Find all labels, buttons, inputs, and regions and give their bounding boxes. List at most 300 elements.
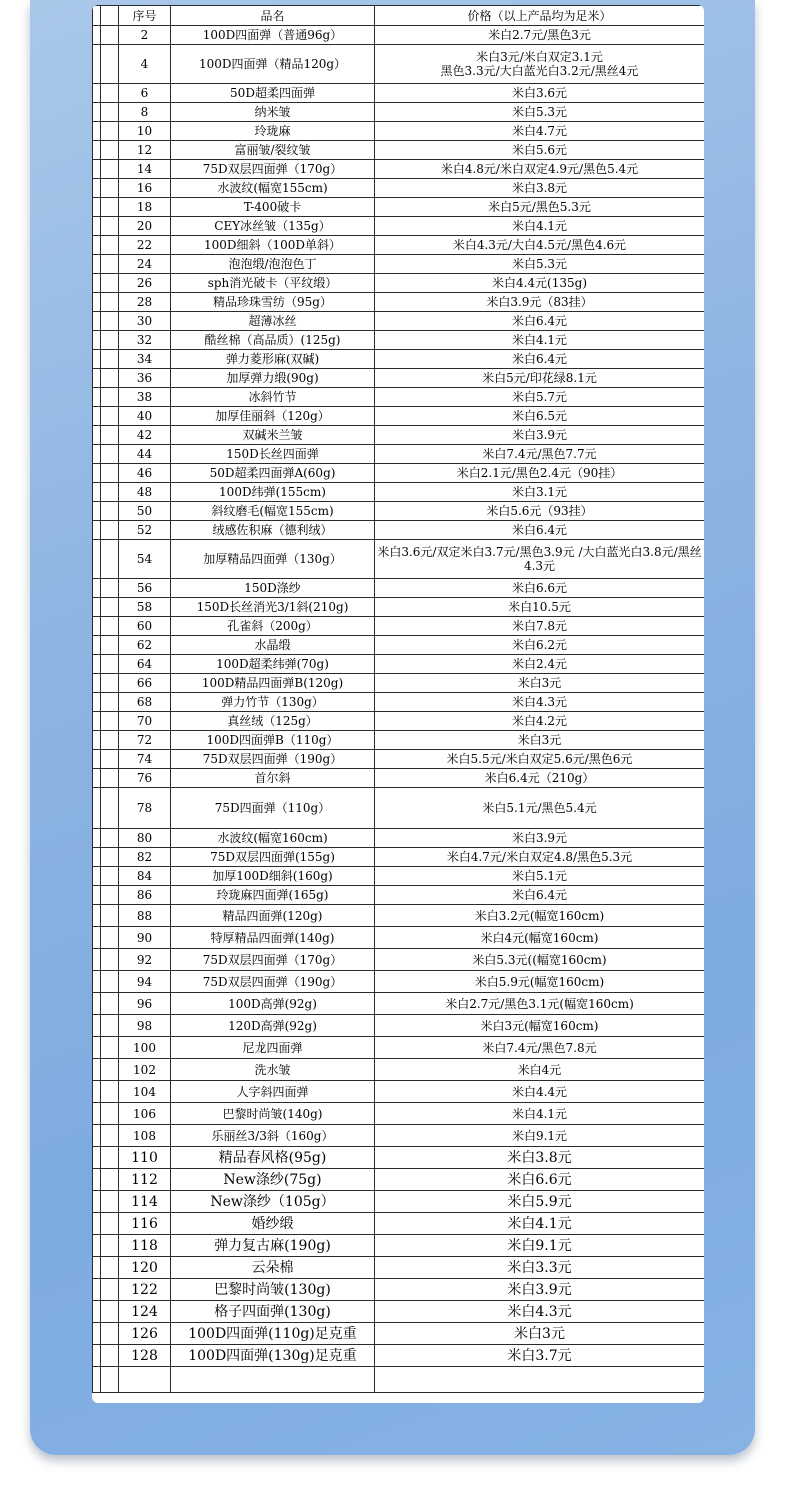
product-price: 米白3.9元（83挂） <box>375 293 705 312</box>
product-price: 米白5.6元（93挂） <box>375 502 705 521</box>
row-index: 50 <box>119 502 171 521</box>
product-name: 精品珍珠雪纺（95g） <box>171 293 375 312</box>
table-row <box>93 971 705 993</box>
product-name: 巴黎时尚皱(130g) <box>171 1279 375 1301</box>
table-header-row <box>93 6 705 26</box>
table-row <box>93 993 705 1015</box>
header-price: 价格（以上产品均为足米） <box>375 6 705 26</box>
table-row <box>93 788 705 829</box>
table-row <box>93 1301 705 1323</box>
side-cell <box>93 731 101 750</box>
row-index: 100 <box>119 1037 171 1059</box>
product-price: 米白9.1元 <box>375 1125 705 1147</box>
empty-cell <box>101 1367 119 1393</box>
side-cell <box>93 312 101 331</box>
side-cell <box>93 426 101 445</box>
product-price: 米白6.4元 <box>375 350 705 369</box>
product-price: 米白3.1元 <box>375 483 705 502</box>
side-cell <box>93 141 101 160</box>
row-index: 40 <box>119 407 171 426</box>
table-row <box>93 750 705 769</box>
product-price: 米白2.1元/黑色2.4元（90挂） <box>375 464 705 483</box>
side-cell <box>93 769 101 788</box>
table-row <box>93 693 705 712</box>
table-row <box>93 949 705 971</box>
product-name: T-400破卡 <box>171 198 375 217</box>
product-price: 米白4.1元 <box>375 331 705 350</box>
side-cell <box>101 255 119 274</box>
row-index: 126 <box>119 1323 171 1345</box>
product-name: 玲珑麻 <box>171 122 375 141</box>
table-row <box>93 141 705 160</box>
side-cell <box>101 848 119 867</box>
product-name: 弹力竹节（130g） <box>171 693 375 712</box>
row-index: 94 <box>119 971 171 993</box>
table-row <box>93 598 705 617</box>
row-index: 54 <box>119 540 171 579</box>
side-cell <box>93 636 101 655</box>
side-cell <box>101 1279 119 1301</box>
table-row <box>93 848 705 867</box>
side-cell <box>93 217 101 236</box>
row-index: 10 <box>119 122 171 141</box>
row-index: 60 <box>119 617 171 636</box>
side-cell <box>93 617 101 636</box>
table-row <box>93 331 705 350</box>
side-cell <box>101 407 119 426</box>
product-price: 米白4.1元 <box>375 217 705 236</box>
product-price: 米白4.7元/米白双定4.8/黑色5.3元 <box>375 848 705 867</box>
row-index: 32 <box>119 331 171 350</box>
row-index: 56 <box>119 579 171 598</box>
row-index: 42 <box>119 426 171 445</box>
side-cell <box>93 655 101 674</box>
side-cell <box>101 236 119 255</box>
product-name: 格子四面弹(130g) <box>171 1301 375 1323</box>
side-cell <box>101 445 119 464</box>
product-price: 米白4元 <box>375 1059 705 1081</box>
product-price: 米白3.8元 <box>375 1147 705 1169</box>
side-cell <box>93 502 101 521</box>
product-price: 米白4元(幅宽160cm) <box>375 927 705 949</box>
table-row <box>93 927 705 949</box>
side-cell <box>101 1059 119 1081</box>
row-index: 58 <box>119 598 171 617</box>
product-price: 米白5元/黑色5.3元 <box>375 198 705 217</box>
row-index: 118 <box>119 1235 171 1257</box>
product-name: 首尔斜 <box>171 769 375 788</box>
row-index: 80 <box>119 829 171 848</box>
product-price: 米白6.5元 <box>375 407 705 426</box>
table-row <box>93 521 705 540</box>
table-row <box>93 1169 705 1191</box>
side-cell <box>93 1125 101 1147</box>
side-cell <box>101 198 119 217</box>
table-row <box>93 198 705 217</box>
table-row <box>93 1345 705 1367</box>
side-cell <box>101 45 119 84</box>
product-name: 特厚精品四面弹(140g) <box>171 927 375 949</box>
side-cell <box>93 579 101 598</box>
table-row <box>93 769 705 788</box>
side-cell <box>93 6 101 26</box>
side-cell <box>101 1147 119 1169</box>
side-cell <box>101 369 119 388</box>
product-name: 酷丝棉（高品质）(125g) <box>171 331 375 350</box>
product-price: 米白5.3元((幅宽160cm) <box>375 949 705 971</box>
product-name: 100D纬弹(155cm) <box>171 483 375 502</box>
product-price: 米白4.3元/大白4.5元/黑色4.6元 <box>375 236 705 255</box>
product-name: 人字斜四面弹 <box>171 1081 375 1103</box>
product-name: 云朵棉 <box>171 1257 375 1279</box>
row-index: 66 <box>119 674 171 693</box>
side-cell <box>93 788 101 829</box>
side-cell <box>93 1301 101 1323</box>
product-name: 冰斜竹节 <box>171 388 375 407</box>
table-row <box>93 483 705 502</box>
row-index: 28 <box>119 293 171 312</box>
side-cell <box>93 1037 101 1059</box>
product-price: 米白6.4元 <box>375 521 705 540</box>
side-cell <box>93 1235 101 1257</box>
row-index: 68 <box>119 693 171 712</box>
product-price: 米白3.6元/双定米白3.7元/黑色3.9元 /大白蓝光白3.8元/黑丝4.3元 <box>375 540 705 579</box>
table-row <box>93 1213 705 1235</box>
empty-cell <box>171 1367 375 1393</box>
side-cell <box>93 1191 101 1213</box>
product-name: 75D双层四面弹（170g） <box>171 160 375 179</box>
product-price: 米白4.7元 <box>375 122 705 141</box>
side-cell <box>93 103 101 122</box>
side-cell <box>93 274 101 293</box>
product-price: 米白3.8元 <box>375 179 705 198</box>
side-cell <box>93 350 101 369</box>
side-cell <box>101 905 119 927</box>
table-row <box>93 1257 705 1279</box>
product-price: 米白5.3元 <box>375 255 705 274</box>
row-index: 20 <box>119 217 171 236</box>
product-price: 米白3.3元 <box>375 1257 705 1279</box>
side-cell <box>93 122 101 141</box>
product-price: 米白2.7元/黑色3.1元(幅宽160cm) <box>375 993 705 1015</box>
side-cell <box>93 1103 101 1125</box>
product-name: New涤纱（105g） <box>171 1191 375 1213</box>
product-price: 米白5.9元 <box>375 1191 705 1213</box>
product-price: 米白7.4元/黑色7.7元 <box>375 445 705 464</box>
row-index: 12 <box>119 141 171 160</box>
side-cell <box>101 426 119 445</box>
side-cell <box>101 1257 119 1279</box>
side-cell <box>101 886 119 905</box>
row-index: 46 <box>119 464 171 483</box>
product-price: 米白4.2元 <box>375 712 705 731</box>
row-index: 112 <box>119 1169 171 1191</box>
product-name: 100D四面弹(130g)足克重 <box>171 1345 375 1367</box>
row-index: 74 <box>119 750 171 769</box>
side-cell <box>93 1345 101 1367</box>
row-index: 86 <box>119 886 171 905</box>
product-price: 米白3元 <box>375 674 705 693</box>
product-name: sph消光破卡（平纹缎） <box>171 274 375 293</box>
side-cell <box>101 179 119 198</box>
side-cell <box>101 160 119 179</box>
side-cell <box>101 636 119 655</box>
row-index: 16 <box>119 179 171 198</box>
row-index: 6 <box>119 84 171 103</box>
table-row <box>93 26 705 45</box>
table-row <box>93 274 705 293</box>
table-row <box>93 579 705 598</box>
row-index: 34 <box>119 350 171 369</box>
side-cell <box>101 274 119 293</box>
side-cell <box>101 927 119 949</box>
table-row <box>93 1125 705 1147</box>
row-index: 98 <box>119 1015 171 1037</box>
side-cell <box>101 1081 119 1103</box>
side-cell <box>93 1147 101 1169</box>
side-cell <box>101 1301 119 1323</box>
table-row <box>93 731 705 750</box>
table-row <box>93 867 705 886</box>
product-price: 米白4.8元/米白双定4.9元/黑色5.4元 <box>375 160 705 179</box>
product-price: 米白5.1元 <box>375 867 705 886</box>
product-name: 100D精品四面弹B(120g) <box>171 674 375 693</box>
product-price: 米白7.4元/黑色7.8元 <box>375 1037 705 1059</box>
product-name: 100D四面弹(110g)足克重 <box>171 1323 375 1345</box>
side-cell <box>101 693 119 712</box>
side-cell <box>101 350 119 369</box>
row-index: 108 <box>119 1125 171 1147</box>
product-name: 加厚弹力缎(90g) <box>171 369 375 388</box>
side-cell <box>93 674 101 693</box>
product-price: 米白3.9元 <box>375 829 705 848</box>
product-name: 加厚精品四面弹（130g） <box>171 540 375 579</box>
row-index: 82 <box>119 848 171 867</box>
product-name: 100D四面弹（普通96g） <box>171 26 375 45</box>
product-name: 弹力复古麻(190g) <box>171 1235 375 1257</box>
product-price: 米白6.4元 <box>375 312 705 331</box>
product-price: 米白3.9元 <box>375 426 705 445</box>
side-cell <box>93 848 101 867</box>
table-row <box>93 122 705 141</box>
table-row <box>93 255 705 274</box>
side-cell <box>93 1323 101 1345</box>
product-name: 75D双层四面弹（170g） <box>171 949 375 971</box>
side-cell <box>101 1323 119 1345</box>
row-index: 78 <box>119 788 171 829</box>
product-price: 米白4.3元 <box>375 1301 705 1323</box>
product-name: 100D四面弹B（110g） <box>171 731 375 750</box>
side-cell <box>93 1059 101 1081</box>
product-name: 水晶缎 <box>171 636 375 655</box>
side-cell <box>93 369 101 388</box>
table-row <box>93 636 705 655</box>
table-row <box>93 350 705 369</box>
side-cell <box>101 1015 119 1037</box>
product-name: 孔雀斜（200g） <box>171 617 375 636</box>
product-price: 米白3.6元 <box>375 84 705 103</box>
table-row <box>93 1037 705 1059</box>
row-index: 76 <box>119 769 171 788</box>
table-row <box>93 712 705 731</box>
side-cell <box>93 293 101 312</box>
side-cell <box>93 712 101 731</box>
side-cell <box>101 712 119 731</box>
row-index: 96 <box>119 993 171 1015</box>
empty-cell <box>375 1367 705 1393</box>
side-cell <box>101 829 119 848</box>
side-cell <box>101 1037 119 1059</box>
row-index: 26 <box>119 274 171 293</box>
side-cell <box>101 483 119 502</box>
row-index: 36 <box>119 369 171 388</box>
row-index: 104 <box>119 1081 171 1103</box>
side-cell <box>93 1279 101 1301</box>
side-cell <box>101 84 119 103</box>
side-cell <box>93 45 101 84</box>
product-name: 50D超柔四面弹 <box>171 84 375 103</box>
table-row <box>93 1191 705 1213</box>
side-cell <box>93 483 101 502</box>
side-cell <box>93 1169 101 1191</box>
product-name: 精品四面弹(120g) <box>171 905 375 927</box>
product-price: 米白5.3元 <box>375 103 705 122</box>
table-row <box>93 655 705 674</box>
row-index: 2 <box>119 26 171 45</box>
row-index: 14 <box>119 160 171 179</box>
row-index: 116 <box>119 1213 171 1235</box>
product-price: 米白5.7元 <box>375 388 705 407</box>
table-row <box>93 369 705 388</box>
side-cell <box>101 769 119 788</box>
side-cell <box>93 236 101 255</box>
side-cell <box>101 122 119 141</box>
side-cell <box>101 788 119 829</box>
side-cell <box>93 949 101 971</box>
table-row <box>93 886 705 905</box>
side-cell <box>93 1015 101 1037</box>
product-name: 婚纱缎 <box>171 1213 375 1235</box>
product-name: 100D超柔纬弹(70g) <box>171 655 375 674</box>
product-price: 米白5.5元/米白双定5.6元/黑色6元 <box>375 750 705 769</box>
product-price: 米白5.9元(幅宽160cm) <box>375 971 705 993</box>
row-index: 4 <box>119 45 171 84</box>
table-row <box>93 388 705 407</box>
side-cell <box>101 103 119 122</box>
product-name: 150D涤纱 <box>171 579 375 598</box>
table-row <box>93 236 705 255</box>
product-price: 米白6.6元 <box>375 579 705 598</box>
table-row <box>93 1081 705 1103</box>
side-cell <box>93 198 101 217</box>
product-name: CEY冰丝皱（135g） <box>171 217 375 236</box>
product-name: New涤纱(75g) <box>171 1169 375 1191</box>
side-cell <box>93 1257 101 1279</box>
side-cell <box>101 1235 119 1257</box>
product-price: 米白4.4元(135g) <box>375 274 705 293</box>
row-index: 70 <box>119 712 171 731</box>
header-name: 品名 <box>171 6 375 26</box>
side-cell <box>93 160 101 179</box>
product-price: 米白10.5元 <box>375 598 705 617</box>
empty-cell <box>93 1367 101 1393</box>
side-cell <box>93 993 101 1015</box>
side-cell <box>93 407 101 426</box>
side-cell <box>101 502 119 521</box>
product-name: 75D双层四面弹（190g） <box>171 971 375 993</box>
side-cell <box>101 388 119 407</box>
side-cell <box>101 1345 119 1367</box>
table-row <box>93 293 705 312</box>
row-index: 122 <box>119 1279 171 1301</box>
row-index: 62 <box>119 636 171 655</box>
product-name: 玲珑麻四面弹(165g) <box>171 886 375 905</box>
side-cell <box>93 750 101 769</box>
product-price: 米白4.1元 <box>375 1213 705 1235</box>
side-cell <box>101 655 119 674</box>
product-price: 米白6.4元 <box>375 886 705 905</box>
side-cell <box>93 1081 101 1103</box>
table-row <box>93 1323 705 1345</box>
product-name: 100D细斜（100D单斜） <box>171 236 375 255</box>
side-cell <box>93 971 101 993</box>
product-name: 75D双层四面弹(155g) <box>171 848 375 867</box>
table-row <box>93 674 705 693</box>
price-sheet <box>92 5 704 1403</box>
product-name: 纳米皱 <box>171 103 375 122</box>
product-name: 150D长丝消光3/1斜(210g) <box>171 598 375 617</box>
product-price: 米白3.2元(幅宽160cm) <box>375 905 705 927</box>
table-row <box>93 312 705 331</box>
side-cell <box>93 598 101 617</box>
product-price: 米白3.9元 <box>375 1279 705 1301</box>
product-name: 尼龙四面弹 <box>171 1037 375 1059</box>
side-cell <box>93 1213 101 1235</box>
row-index: 84 <box>119 867 171 886</box>
product-name: 绒感佐积麻（德利绒） <box>171 521 375 540</box>
row-index: 48 <box>119 483 171 502</box>
product-name: 75D双层四面弹（190g） <box>171 750 375 769</box>
product-price: 米白3元(幅宽160cm) <box>375 1015 705 1037</box>
side-cell <box>101 521 119 540</box>
side-cell <box>101 731 119 750</box>
table-row <box>93 1103 705 1125</box>
table-row <box>93 1147 705 1169</box>
side-cell <box>93 867 101 886</box>
product-name: 真丝绒（125g） <box>171 712 375 731</box>
product-price: 米白3元/米白双定3.1元 黑色3.3元/大白蓝光白3.2元/黑丝4元 <box>375 45 705 84</box>
table-row <box>93 1015 705 1037</box>
product-name: 超薄冰丝 <box>171 312 375 331</box>
product-price: 米白4.3元 <box>375 693 705 712</box>
row-index: 114 <box>119 1191 171 1213</box>
product-name: 加厚100D细斜(160g) <box>171 867 375 886</box>
side-cell <box>101 1103 119 1125</box>
product-name: 120D高弹(92g) <box>171 1015 375 1037</box>
row-index: 18 <box>119 198 171 217</box>
side-cell <box>93 693 101 712</box>
product-price: 米白5元/印花绿8.1元 <box>375 369 705 388</box>
row-index: 88 <box>119 905 171 927</box>
table-row <box>93 1235 705 1257</box>
table-row <box>93 540 705 579</box>
table-row <box>93 84 705 103</box>
table-row <box>93 617 705 636</box>
product-price: 米白7.8元 <box>375 617 705 636</box>
row-index: 52 <box>119 521 171 540</box>
product-price: 米白3.7元 <box>375 1345 705 1367</box>
table-row <box>93 464 705 483</box>
